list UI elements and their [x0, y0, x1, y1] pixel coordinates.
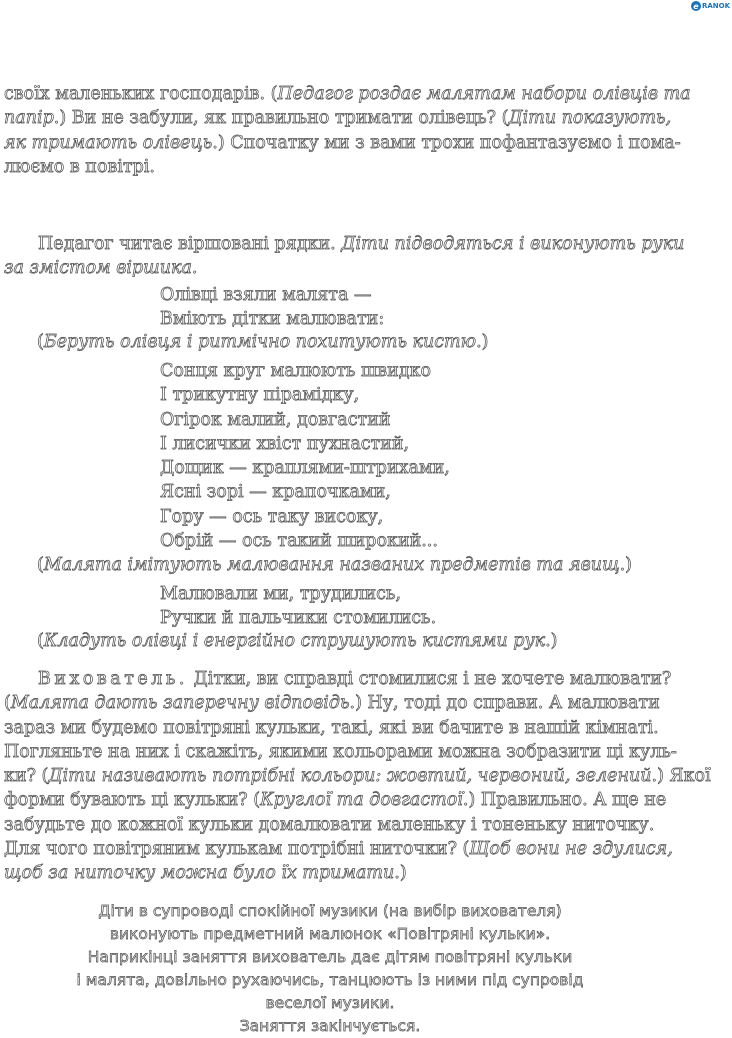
intro-stage-direction: Педагог роздає малятам набори олівців та	[277, 84, 691, 104]
instruction-stage-direction: Діти підводяться і виконують руки	[341, 234, 685, 254]
paren-close: .)	[619, 555, 632, 575]
paragraph-instruction	[4, 232, 685, 281]
instruction-line-2	[4, 256, 658, 280]
speech-text: ки? (	[4, 766, 49, 787]
verse-block-2	[160, 359, 450, 553]
publisher-logo	[691, 1, 730, 11]
paragraph-teacher-speech	[4, 667, 711, 886]
verse-line: Олівці взяли малята —	[160, 285, 372, 305]
speech-line-9	[4, 861, 658, 885]
speech-line-4: Погляньте на них і скажіть, якими кольорами можна зобразити ці куль-	[4, 741, 677, 762]
closing-block	[0, 900, 660, 1038]
stage-direction-text: Кладуть олівці і енергійно струшують кистями рук	[43, 631, 546, 651]
paren-open: (	[37, 332, 44, 352]
speech-text: Дітки, ви справді стомилися і не хочете малювати?	[187, 669, 672, 689]
speech-line-3: зараз ми будемо повітряні кульки, такі, які ви бачите в нашій кімнаті.	[4, 717, 659, 738]
speech-text: форми бувають ці кульки? (	[4, 790, 261, 811]
speech-line-8	[4, 837, 673, 861]
paren-close: .)	[476, 332, 489, 352]
verse-line: Вміють дітки малювати:	[160, 309, 385, 330]
intro-text: .) Ви не забули, як правильно тримати олівець? (	[53, 108, 509, 129]
speech-stage-direction: Круглої та довгастої	[260, 790, 463, 811]
verse-line: І лисички хвіст пухнастий,	[160, 433, 410, 454]
logo-e-icon: e	[691, 1, 701, 11]
stage-direction-1	[37, 330, 488, 354]
speech-text: .) Якої	[651, 766, 711, 787]
instruction-line-1	[4, 232, 685, 256]
logo-text: RANOK	[701, 2, 730, 10]
closing-line: виконують предметний малюнок «Повітряні кульки».	[109, 925, 551, 943]
intro-text: своїх маленьких господарів. (	[4, 84, 278, 104]
stage-direction-text: Малята імітують малювання названих предметів та явищ	[43, 555, 620, 575]
speech-stage-direction: Малята дають заперечну відповідь	[10, 693, 350, 714]
speech-stage-direction: щоб за ниточку можна було їх тримати	[4, 863, 395, 884]
intro-line-4: люємо в повітрі.	[4, 156, 155, 177]
stage-direction-text: Беруть олівця і ритмічно похитують кистю	[43, 332, 477, 352]
verse-line: Ручки й пальчики стомились.	[160, 608, 437, 629]
instruction-text: Педагог читає віршовані рядки.	[38, 234, 342, 254]
closing-line: і малята, довільно рухаючись, танцюють із ними під супровід	[76, 971, 584, 989]
verse-line: Дощик — краплями-штрихами,	[160, 458, 450, 479]
verse-line: Огірок малий, довгастий	[160, 409, 391, 430]
verse-line: Гору — ось таку високу,	[160, 506, 384, 527]
intro-line-3	[4, 131, 681, 155]
closing-line: веселої музики.	[265, 994, 395, 1012]
speech-stage-direction: Діти називають потрібні кольори: жовтий, червоний, зелений	[48, 766, 652, 787]
verse-line: І трикутну пірамідку,	[160, 385, 360, 406]
intro-stage-direction: папір	[4, 108, 54, 129]
paren-close: .)	[545, 631, 558, 651]
stage-direction-3	[37, 629, 557, 653]
closing-line: Заняття закінчується.	[239, 1017, 421, 1035]
speech-text: .) Правильно. А ще не	[462, 790, 667, 811]
speech-line-7: забудьте до кожної кульки домалювати маленьку і тоненьку ниточку.	[4, 814, 655, 835]
intro-line-1	[4, 82, 691, 106]
speech-text: .) Ну, тоді до справи. А малювати	[349, 693, 660, 714]
intro-stage-direction: Діти показують,	[508, 108, 672, 129]
paren-open: (	[37, 555, 44, 575]
intro-stage-direction: як тримають олівець	[4, 132, 213, 153]
speech-text: .)	[394, 863, 407, 884]
paren-open: (	[37, 631, 44, 651]
verse-line: Малювали ми, трудились,	[160, 584, 402, 604]
stage-direction-2	[37, 553, 632, 577]
speech-text: Для чого повітряним кулькам потрібні ниточки? (	[4, 839, 470, 860]
speech-line-1	[4, 667, 672, 691]
verse-line: Обрій — ось такий широкий...	[160, 531, 438, 552]
speech-line-6	[4, 788, 667, 812]
instruction-stage-direction: за змістом віршика.	[4, 258, 198, 279]
intro-line-2	[4, 106, 672, 130]
paren-open: (	[4, 693, 11, 714]
speaker-label: Вихователь.	[38, 669, 188, 689]
paragraph-intro	[4, 82, 691, 179]
verse-line: Ясні зорі — крапочками,	[160, 482, 391, 503]
verse-block-1	[160, 283, 384, 332]
speech-line-2	[4, 691, 658, 715]
verse-block-3	[160, 582, 436, 631]
speech-stage-direction: Щоб вони не здулися,	[469, 839, 673, 860]
closing-line: Наприкінці заняття вихователь дає дітям повітряні кульки	[87, 948, 573, 966]
intro-text: .) Спочатку ми з вами трохи пофантазуємо і пома-	[212, 132, 681, 153]
closing-line: Діти в супроводі спокійної музики (на вибір вихователя)	[98, 902, 562, 920]
verse-line: Сонця круг малюють швидко	[160, 361, 432, 381]
speech-line-5	[4, 764, 711, 788]
